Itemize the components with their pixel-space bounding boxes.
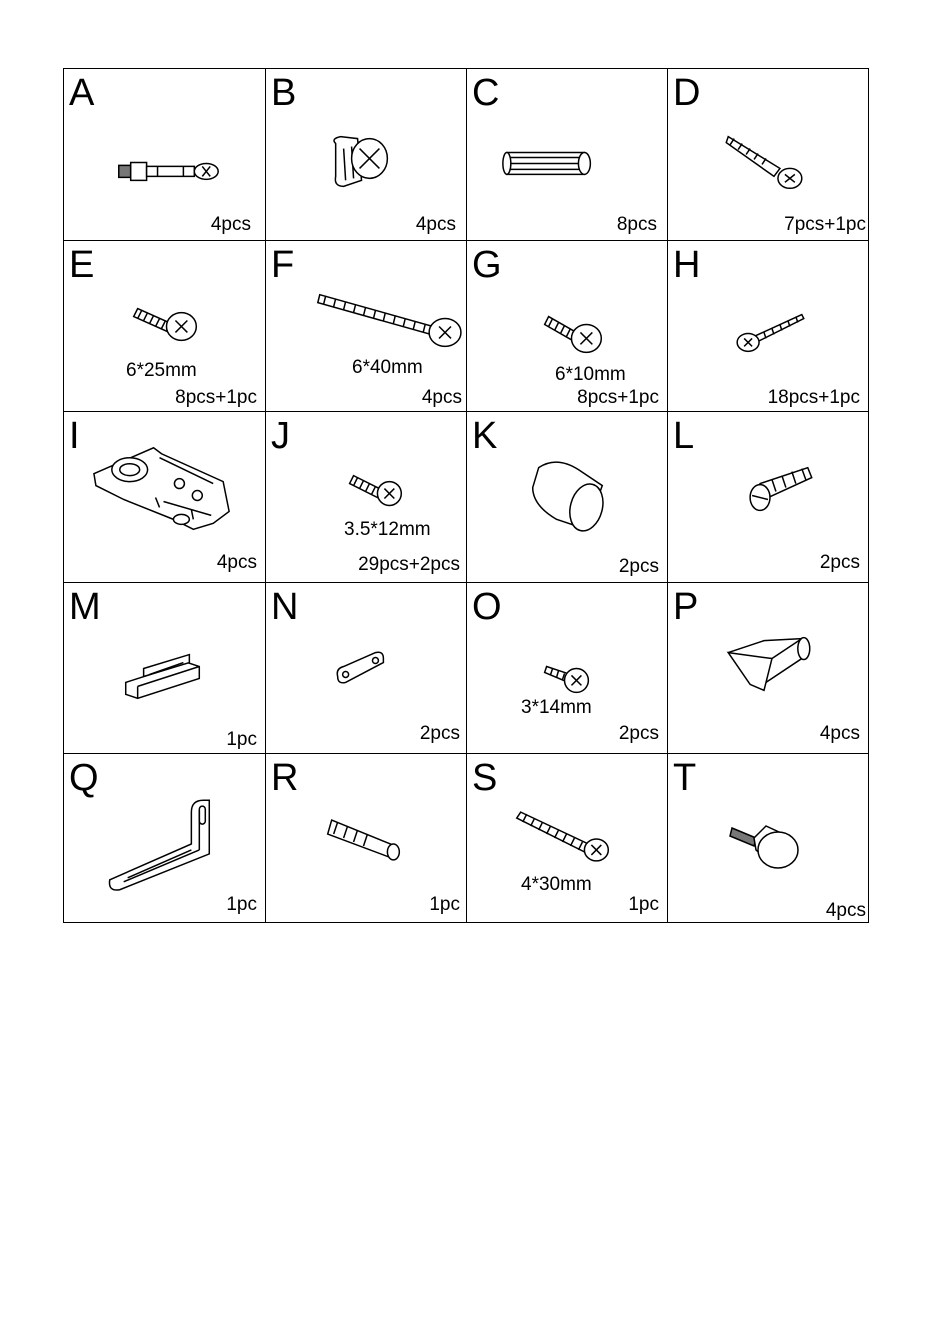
part-letter: Q xyxy=(69,757,99,799)
pan-head-screw-icon xyxy=(64,241,265,411)
part-quantity: 2pcs xyxy=(618,723,659,744)
part-letter: O xyxy=(472,586,502,628)
part-quantity: 1pc xyxy=(628,894,659,915)
part-letter: B xyxy=(271,72,297,114)
part-size: 6*10mm xyxy=(555,364,626,385)
part-cell-f xyxy=(266,241,467,412)
part-quantity: 2pcs xyxy=(419,723,460,744)
part-cell-k xyxy=(467,412,668,583)
part-letter: K xyxy=(472,415,498,457)
part-quantity: 2pcs xyxy=(618,556,659,577)
leveling-foot-icon xyxy=(668,754,868,922)
part-quantity: 4pcs xyxy=(825,900,866,921)
part-size: 6*25mm xyxy=(126,360,197,381)
part-cell-t xyxy=(668,754,868,922)
part-cell-d xyxy=(668,69,868,241)
part-cell-o xyxy=(467,583,668,754)
part-quantity: 4pcs xyxy=(216,552,257,573)
part-cell-h xyxy=(668,241,868,412)
part-letter: A xyxy=(69,72,95,114)
part-quantity: 8pcs xyxy=(616,214,657,235)
part-cell-g xyxy=(467,241,668,412)
magnetic-catch-icon xyxy=(64,583,265,753)
part-cell-n xyxy=(266,583,467,754)
part-letter: H xyxy=(673,244,701,286)
part-cell-e xyxy=(64,241,266,412)
part-cell-a xyxy=(64,69,266,241)
part-letter: F xyxy=(271,244,295,286)
part-quantity: 1pc xyxy=(226,729,257,750)
part-size: 3.5*12mm xyxy=(344,519,431,540)
part-letter: J xyxy=(271,415,290,457)
part-size: 3*14mm xyxy=(521,697,592,718)
part-cell-c xyxy=(467,69,668,241)
hardware-parts-grid xyxy=(63,68,869,923)
part-letter: D xyxy=(673,72,701,114)
part-quantity: 4pcs xyxy=(819,723,860,744)
wood-screw-icon xyxy=(668,241,868,411)
part-letter: C xyxy=(472,72,500,114)
part-size: 6*40mm xyxy=(352,357,423,378)
part-letter: E xyxy=(69,244,95,286)
part-letter: N xyxy=(271,586,299,628)
part-cell-r xyxy=(266,754,467,922)
part-cell-s xyxy=(467,754,668,922)
part-quantity: 4pcs xyxy=(421,387,462,408)
part-cell-q xyxy=(64,754,266,922)
part-cell-p xyxy=(668,583,868,754)
part-letter: L xyxy=(673,415,695,457)
part-cell-i xyxy=(64,412,266,583)
part-quantity: 8pcs+1pc xyxy=(577,387,659,408)
part-quantity: 8pcs+1pc xyxy=(175,387,257,408)
part-letter: M xyxy=(69,586,101,628)
part-quantity: 2pcs xyxy=(819,552,860,573)
part-cell-l xyxy=(668,412,868,583)
part-letter: R xyxy=(271,757,299,799)
part-quantity: 1pc xyxy=(429,894,460,915)
part-letter: I xyxy=(69,415,80,457)
part-quantity: 4pcs xyxy=(210,214,251,235)
part-letter: S xyxy=(472,757,498,799)
part-cell-m xyxy=(64,583,266,754)
part-letter: T xyxy=(673,757,697,799)
part-letter: G xyxy=(472,244,502,286)
part-quantity: 18pcs+1pc xyxy=(767,387,860,408)
part-quantity: 29pcs+2pcs xyxy=(358,554,460,575)
part-quantity: 1pc xyxy=(226,894,257,915)
part-cell-b xyxy=(266,69,467,241)
part-cell-j xyxy=(266,412,467,583)
part-quantity: 7pcs+1pc xyxy=(784,214,866,235)
part-quantity: 4pcs xyxy=(415,214,456,235)
long-screw-icon xyxy=(266,241,466,411)
part-letter: P xyxy=(673,586,699,628)
part-size: 4*30mm xyxy=(521,874,592,895)
